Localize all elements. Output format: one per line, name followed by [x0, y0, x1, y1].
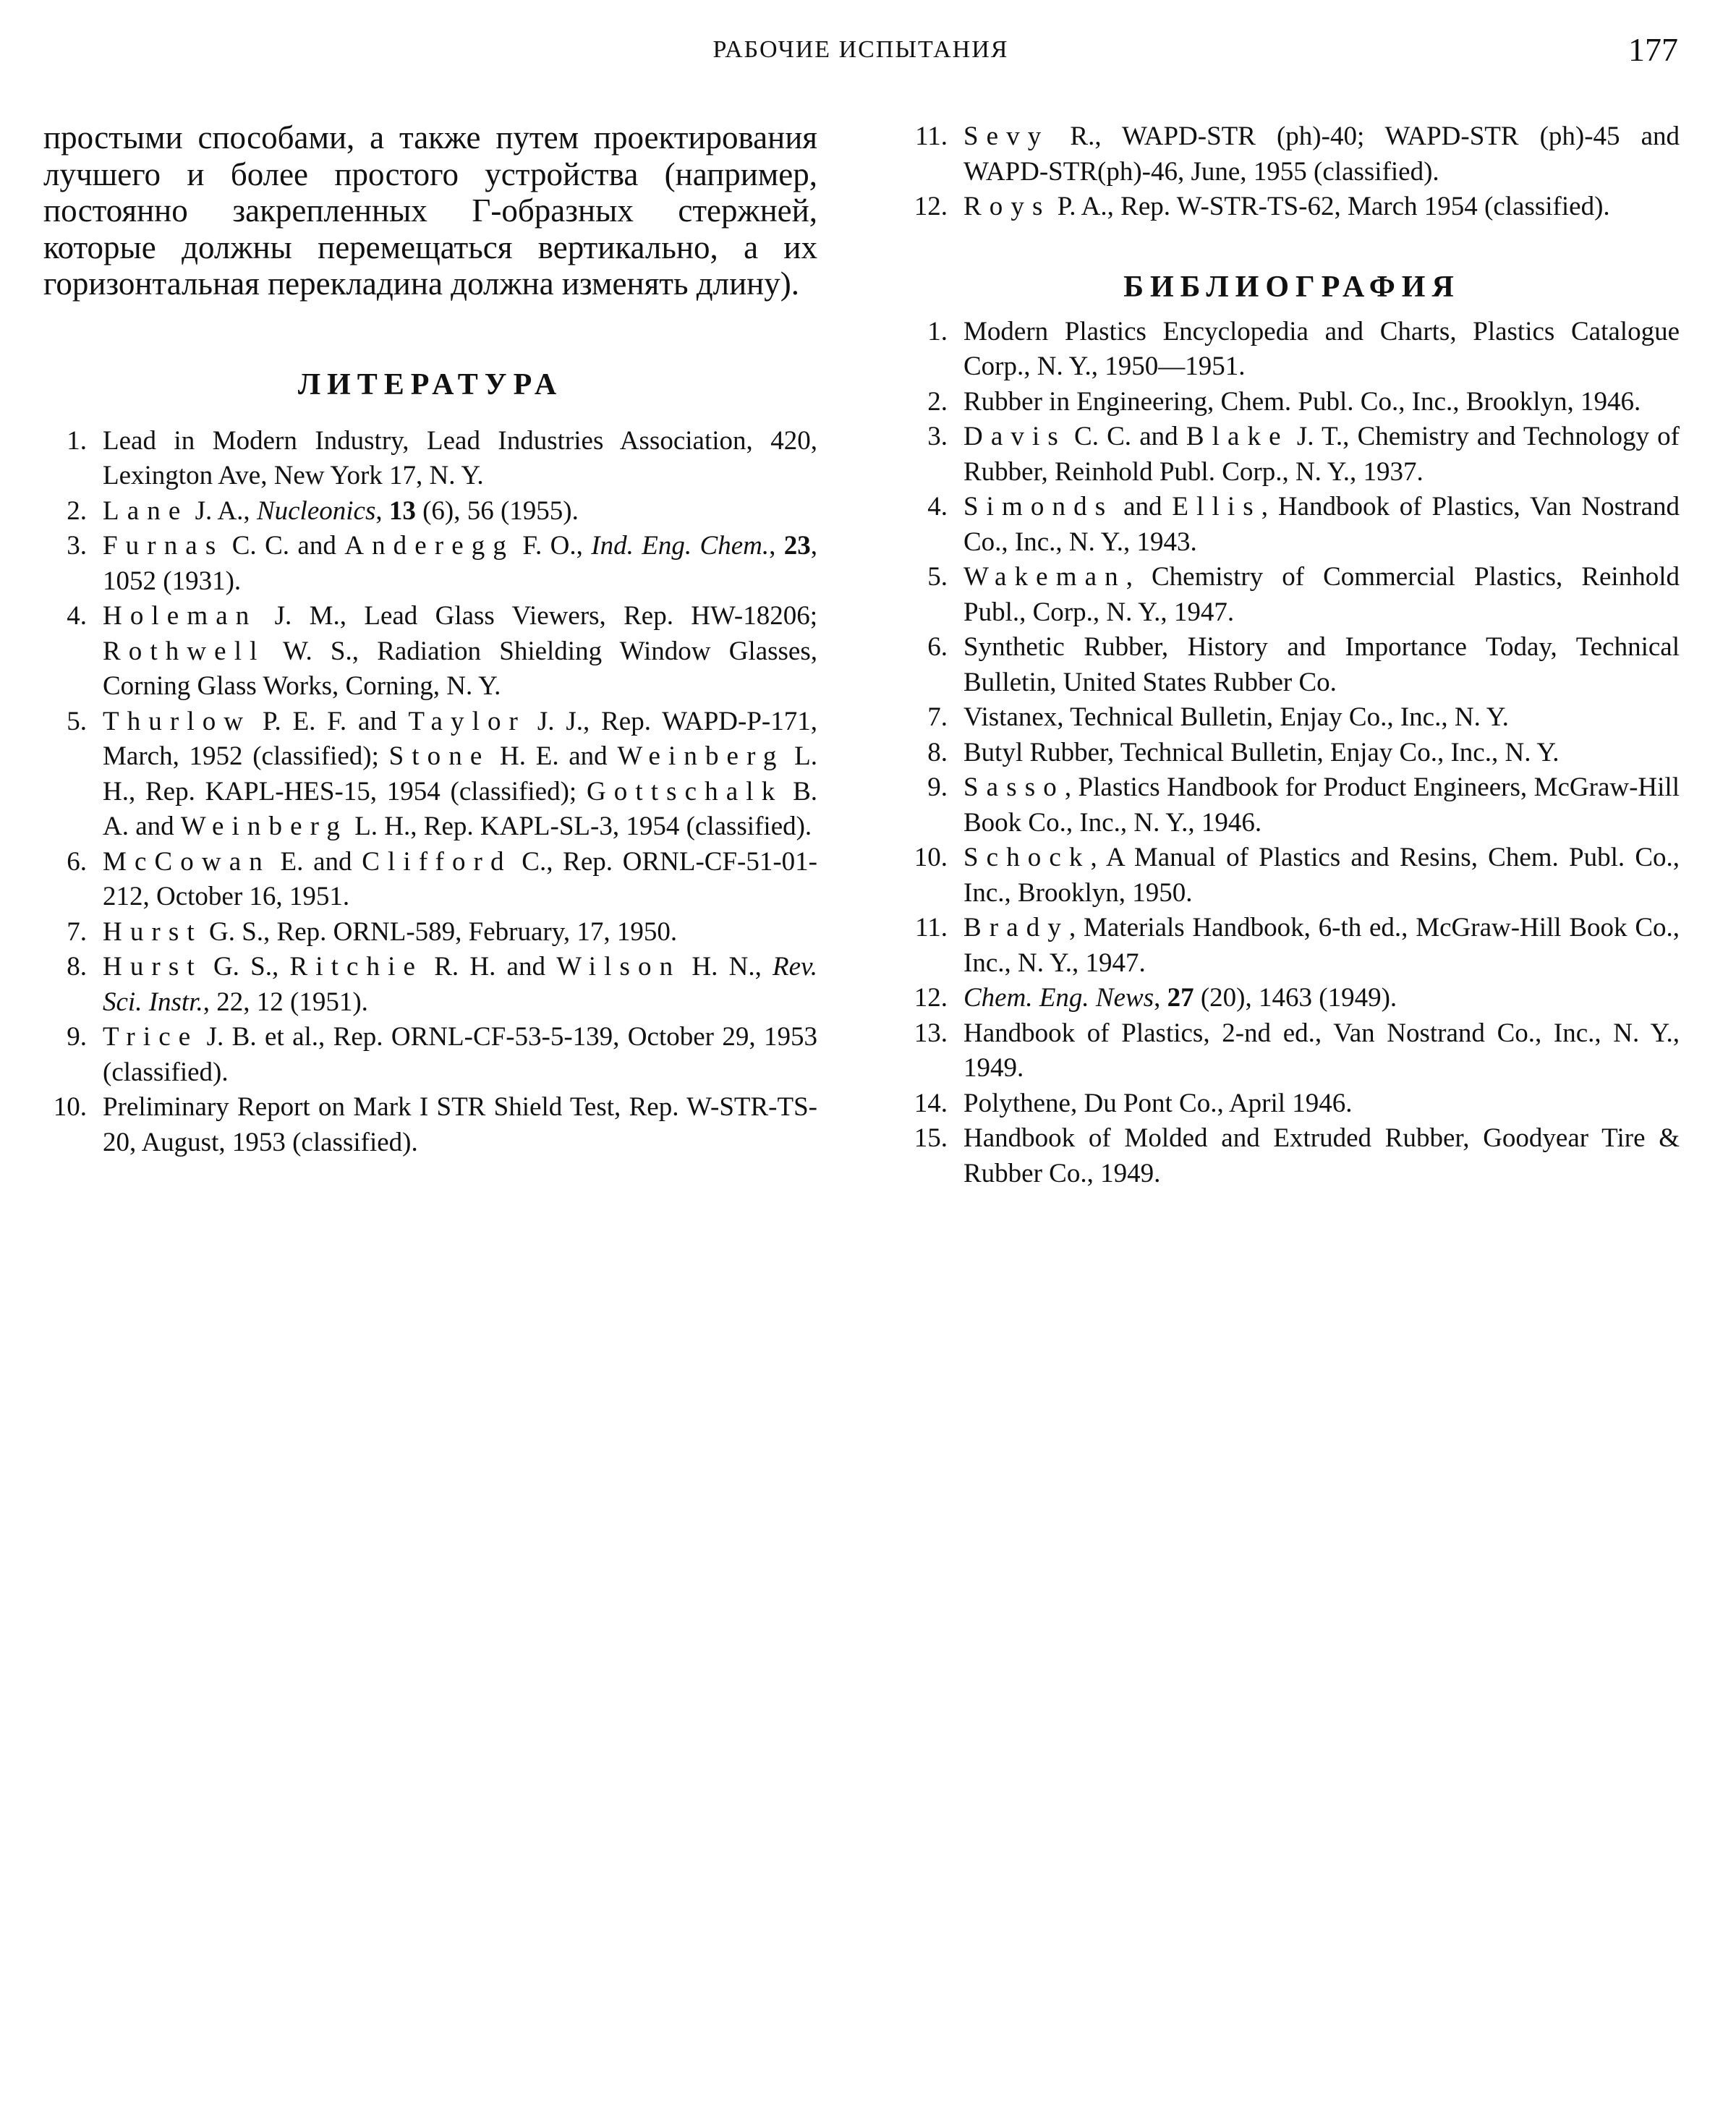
reference-item	[43, 705, 817, 845]
left-column	[43, 119, 817, 1160]
author-name: Wilson	[556, 952, 681, 982]
bibliography-list	[904, 315, 1680, 1192]
reference-text: Handbook of Molded and Extruded Rubber, Goodyear Tire & Rubber Co., 1949.	[963, 1123, 1680, 1188]
reference-number: 15.	[914, 1123, 948, 1153]
volume-number: 23	[783, 531, 811, 561]
volume-number: 13	[388, 495, 416, 526]
reference-number: 8.	[67, 952, 87, 982]
reference-text: , Plastics Handbook for Product Engineers, McGraw-Hill Book Co., Inc., N. Y., 1946.	[963, 772, 1680, 838]
reference-text: J. B. et al., Rep. ORNL-CF-53-5-139, October 29, 1953 (classified).	[103, 1022, 817, 1087]
author-name: Hurst	[103, 916, 203, 947]
reference-number: 5.	[927, 562, 948, 592]
author-name: Ellis	[1172, 492, 1261, 522]
running-head	[43, 30, 1678, 74]
author-name: Weinberg	[617, 741, 785, 771]
author-name: Roys	[963, 192, 1051, 221]
reference-number: 3.	[927, 422, 948, 451]
reference-number: 12.	[914, 192, 948, 221]
reference-text: P. A., Rep. W-STR-TS-62, March 1954 (classified).	[1050, 192, 1610, 221]
journal-title: Ind. Eng. Chem.	[591, 531, 770, 561]
reference-item	[43, 1020, 817, 1090]
journal-title: Chem. Eng. News	[963, 983, 1154, 1013]
reference-item	[904, 1121, 1680, 1191]
reference-number: 12.	[914, 983, 948, 1013]
reference-text: Lead in Modern Industry, Lead Industries Association, 420, Lexington Ave, New York 17, N. Y.	[103, 425, 817, 490]
author-name: Wakeman	[963, 562, 1126, 592]
reference-text: , Handbook of Plastics, Van Nostrand Co., Inc., N. Y., 1943.	[963, 492, 1680, 557]
author-name: Anderegg	[344, 531, 514, 561]
reference-text: , Materials Handbook, 6-th ed., McGraw-Hill Book Co., Inc., N. Y., 1947.	[963, 913, 1680, 978]
literature-list	[43, 424, 817, 1161]
reference-text: J. T., Chemistry and Technology of Rubber, Reinhold Publ. Corp., N. Y., 1937.	[963, 422, 1680, 487]
author-name: Holeman	[103, 601, 258, 631]
reference-number: 11.	[915, 913, 948, 942]
author-name: Thurlow	[103, 706, 252, 736]
reference-item	[904, 385, 1680, 420]
bibliography-heading: БИБЛИОГРАФИЯ	[1123, 270, 1460, 304]
reference-item	[904, 420, 1680, 490]
author-name: Simonds	[963, 492, 1114, 522]
reference-number: 6.	[927, 632, 948, 662]
reference-text: L. H., Rep. KAPL-HES-15, 1954 (classified);	[103, 741, 817, 806]
reference-number: 6.	[67, 846, 87, 877]
literature-heading: ЛИТЕРАТУРА	[297, 367, 563, 401]
reference-text: , A Manual of Plastics and Resins, Chem. Publ. Co., Inc., Brooklyn, 1950.	[963, 843, 1680, 908]
author-name: Gottschalk	[586, 776, 783, 806]
reference-text: L. H., Rep. KAPL-SL-3, 1954 (classified).	[347, 812, 812, 841]
reference-item	[904, 560, 1680, 630]
reference-item	[43, 529, 817, 599]
reference-text: G. S.,	[202, 952, 290, 982]
running-head-title: РАБОЧИЕ ИСПЫТАНИЯ	[712, 36, 1009, 63]
reference-number: 10.	[53, 1092, 87, 1122]
author-name: Blake	[1186, 422, 1289, 451]
reference-text: J. M., Lead Glass Viewers, Rep. HW-18206;	[257, 601, 817, 631]
author-name: McCowan	[103, 846, 271, 877]
intro-paragraph: простыми способами, а также путем проектирования лучшего и более простого устройства (например, постоянно закрепленных Г-образных стержней, которые должны перемещаться вертикально, а их горизонтальная перекладина должна изменять длину).	[43, 119, 817, 302]
reference-item	[904, 770, 1680, 840]
reference-item	[904, 1086, 1680, 1122]
reference-text: Polythene, Du Pont Co., April 1946.	[963, 1088, 1353, 1118]
reference-text: Preliminary Report on Mark I STR Shield Test, Rep. W-STR-TS-20, August, 1953 (classified).	[103, 1092, 817, 1157]
reference-item	[904, 490, 1680, 560]
journal-title: Nucleonics	[256, 495, 376, 526]
reference-number: 5.	[67, 706, 87, 736]
reference-text: R., WAPD-STR (ph)-40; WAPD-STR (ph)-45 and WAPD-STR(ph)-46, June, 1955 (classified).	[963, 122, 1680, 187]
author-name: Weinberg	[180, 812, 348, 841]
reference-text: P. E. F. and	[251, 706, 409, 736]
reference-item	[43, 494, 817, 529]
author-name: Stone	[388, 741, 490, 771]
reference-text: C., Rep. ORNL-CF-51-01-212, October 16, 1951.	[103, 846, 817, 911]
right-column	[904, 119, 1680, 1191]
reference-text: Handbook of Plastics, 2-nd ed., Van Nostrand Co., Inc., N. Y., 1949.	[963, 1018, 1680, 1083]
reference-number: 9.	[927, 772, 948, 802]
reference-text: Synthetic Rubber, History and Importance Today, Technical Bulletin, United States Rubber Co.	[963, 632, 1680, 697]
reference-text: E. and	[270, 846, 362, 877]
reference-item	[43, 1090, 817, 1160]
reference-item	[904, 190, 1680, 225]
reference-text: R. H. and	[423, 952, 557, 982]
reference-item	[904, 700, 1680, 736]
reference-text: (20), 1463 (1949).	[1194, 983, 1397, 1013]
journal-title: Rev. Sci. Instr.	[103, 952, 817, 1017]
reference-number: 13.	[914, 1018, 948, 1048]
reference-item	[904, 1016, 1680, 1086]
reference-number: 2.	[927, 386, 948, 417]
reference-item	[904, 315, 1680, 385]
reference-item	[904, 981, 1680, 1016]
reference-number: 9.	[67, 1022, 87, 1052]
author-name: Davis	[963, 422, 1066, 451]
reference-text: F. O.,	[514, 531, 592, 561]
reference-number: 11.	[915, 122, 948, 151]
reference-text: J. A.,	[188, 495, 257, 526]
reference-item	[904, 630, 1680, 700]
author-name: Clifford	[362, 846, 512, 877]
author-name: Furnas	[103, 531, 224, 561]
reference-text: and	[1113, 492, 1173, 522]
reference-text: G. S., Rep. ORNL-589, February, 17, 1950.	[202, 916, 678, 947]
reference-text: C. C. and	[1065, 422, 1186, 451]
reference-text: H. N.,	[681, 952, 773, 982]
page-number: 177	[1628, 31, 1678, 68]
reference-text: Modern Plastics Encyclopedia and Charts, Plastics Catalogue Corp., N. Y., 1950—1951.	[963, 316, 1680, 381]
reference-text: (6), 56 (1955).	[415, 495, 579, 526]
author-name: Lane	[103, 495, 189, 526]
author-name: Hurst	[103, 952, 203, 982]
reference-item	[43, 950, 817, 1020]
reference-number: 4.	[927, 492, 948, 522]
literature-list-continued	[904, 119, 1680, 225]
reference-item	[43, 424, 817, 494]
reference-number: 8.	[927, 737, 948, 767]
reference-text: ,	[1154, 983, 1167, 1013]
author-name: Trice	[103, 1022, 199, 1052]
reference-item	[43, 599, 817, 705]
author-name: Ritchie	[289, 952, 424, 982]
reference-text: B. A. and	[103, 776, 817, 841]
reference-text: C. C. and	[224, 531, 345, 561]
author-name: Schock	[963, 843, 1091, 872]
reference-text: H. E. and	[490, 741, 618, 771]
reference-text: , Chemistry of Commercial Plastics, Reinhold Publ., Corp., N. Y., 1947.	[963, 562, 1680, 627]
reference-number: 3.	[67, 531, 87, 561]
reference-text: ,	[769, 531, 784, 561]
reference-number: 1.	[927, 316, 948, 346]
reference-item	[904, 911, 1680, 981]
reference-number: 1.	[67, 425, 87, 456]
reference-item	[904, 736, 1680, 771]
reference-text: Vistanex, Technical Bulletin, Enjay Co., Inc., N. Y.	[963, 702, 1509, 732]
author-name: Taylor	[408, 706, 526, 736]
reference-item	[43, 915, 817, 950]
reference-number: 14.	[914, 1088, 948, 1118]
reference-text: Rubber in Engineering, Chem. Publ. Co., Inc., Brooklyn, 1946.	[963, 386, 1641, 417]
author-name: Rothwell	[103, 636, 265, 666]
reference-number: 10.	[914, 843, 948, 872]
author-name: Sevy	[963, 122, 1050, 151]
volume-number: 27	[1167, 983, 1194, 1013]
reference-number: 7.	[927, 702, 948, 732]
reference-text: J. J., Rep. WAPD-P-171, March, 1952 (classified);	[103, 706, 817, 771]
reference-number: 2.	[67, 495, 87, 526]
reference-item	[904, 119, 1680, 190]
author-name: Sasso	[963, 772, 1065, 802]
reference-text: Butyl Rubber, Technical Bulletin, Enjay Co., Inc., N. Y.	[963, 737, 1560, 767]
author-name: Brady	[963, 913, 1069, 942]
reference-number: 7.	[67, 916, 87, 947]
reference-item	[904, 840, 1680, 911]
reference-text: ,	[375, 495, 389, 526]
reference-item	[43, 845, 817, 915]
reference-number: 4.	[67, 601, 87, 631]
reference-text: , 1052 (1931).	[103, 531, 818, 596]
reference-text: W. S., Radiation Shielding Window Glasses, Corning Glass Works, Corning, N. Y.	[103, 636, 817, 701]
reference-text: , 22, 12 (1951).	[203, 987, 368, 1017]
